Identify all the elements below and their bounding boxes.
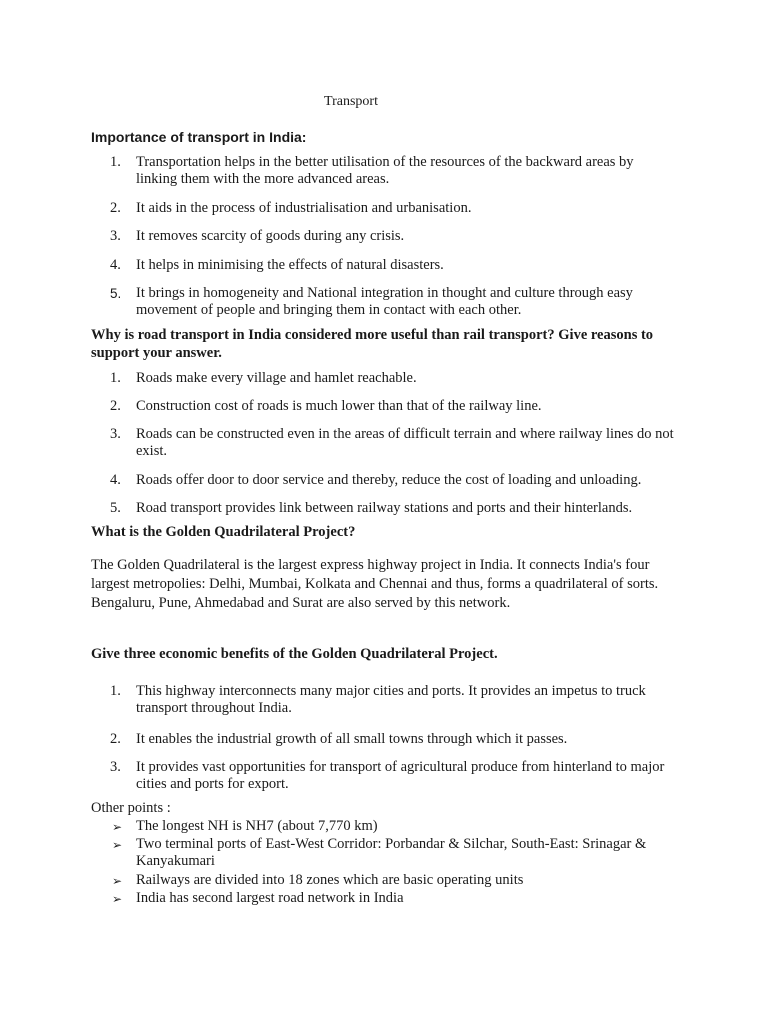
bullet-text: Two terminal ports of East-West Corridor: Porbandar & Silchar, South-East: Srinagar & Kanyakumari [136, 836, 647, 869]
list-text: Construction cost of roads is much lower than that of the railway line. [136, 398, 542, 414]
list-text: Roads offer door to door service and thereby, reduce the cost of loading and unloading. [136, 472, 642, 488]
list-text: This highway interconnects many major cities and ports. It provides an impetus to truck transport throughout India. [136, 683, 646, 716]
list-number: 3. [110, 759, 121, 775]
list-text: Roads make every village and hamlet reachable. [136, 370, 417, 386]
heading-economic-benefits: Give three economic benefits of the Golden Quadrilateral Project. [91, 646, 498, 662]
heading-golden-quadrilateral: What is the Golden Quadrilateral Project? [91, 524, 356, 540]
paragraph-golden-quadrilateral: The Golden Quadrilateral is the largest express highway project in India. It connects India's four largest metropolies: Delhi, Mumbai, Kolkata and Chennai and thus, forms a quadrilateral of sorts. Bengaluru, Pune, Ahmedabad and Surat are also served by this network. [91, 557, 659, 611]
list-text: It enables the industrial growth of all small towns through which it passes. [136, 731, 568, 747]
bullet-text: India has second largest road network in India [136, 890, 404, 906]
heading-importance-of-transport: Importance of transport in India: [91, 129, 307, 145]
arrow-bullet-icon: ➢ [112, 874, 123, 888]
list-number: 4. [110, 257, 121, 273]
list-number: 1. [110, 683, 121, 699]
list-text: Transportation helps in the better utilisation of the resources of the backward areas by linking them with the more advanced areas. [136, 154, 634, 187]
list-number: 2. [110, 200, 121, 216]
list-number: 4. [110, 472, 121, 488]
list-text: It removes scarcity of goods during any crisis. [136, 228, 405, 244]
arrow-bullet-icon: ➢ [112, 820, 123, 834]
list-number: 5. [110, 286, 122, 301]
arrow-bullet-icon: ➢ [112, 838, 123, 852]
list-text: It aids in the process of industrialisation and urbanisation. [136, 200, 472, 216]
list-text: It helps in minimising the effects of natural disasters. [136, 257, 444, 273]
list-text: It brings in homogeneity and National integration in thought and culture through easy movement of people and bringing them in contact with each other. [136, 285, 633, 318]
list-number: 3. [110, 426, 121, 442]
bullet-text: Railways are divided into 18 zones which are basic operating units [136, 872, 524, 888]
heading-road-vs-rail: Why is road transport in India considered more useful than rail transport? Give reasons to support your answer. [91, 327, 654, 361]
list-number: 2. [110, 398, 121, 414]
other-points-label: Other points : [91, 800, 171, 816]
list-number: 2. [110, 731, 121, 747]
list-number: 1. [110, 154, 121, 170]
list-number: 5. [110, 500, 121, 516]
list-number: 1. [110, 370, 121, 386]
arrow-bullet-icon: ➢ [112, 892, 123, 906]
list-text: It provides vast opportunities for transport of agricultural produce from hinterland to major cities and ports for export. [136, 759, 665, 792]
document-title: Transport [324, 94, 378, 109]
bullet-text: The longest NH is NH7 (about 7,770 km) [136, 818, 378, 834]
list-text: Road transport provides link between railway stations and ports and their hinterlands. [136, 500, 633, 516]
list-number: 3. [110, 228, 121, 244]
list-text: Roads can be constructed even in the areas of difficult terrain and where railway lines do not exist. [136, 426, 674, 459]
